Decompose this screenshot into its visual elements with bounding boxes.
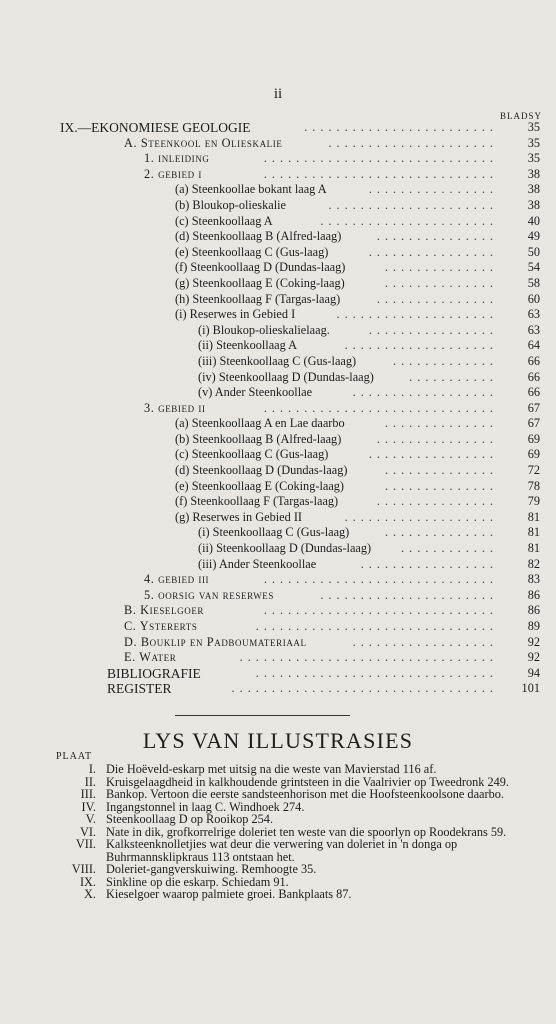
toc-entry [0,432,556,448]
toc-entry [0,307,556,323]
toc-entry [0,572,556,588]
toc-entry-page: 81 [527,509,540,524]
toc-entry-page: 40 [527,213,540,228]
illustration-number: V. [85,812,96,826]
illustrations-list [0,763,556,901]
toc-entry-label: (h) Steenkoollaag F (Targas-laag) [175,291,341,306]
toc-entry [0,525,556,541]
illustration-caption: Kruisgelaagdheid in kalkhoudende grintsteen in die Vaalrivier op Tweedronk 249. [106,774,510,789]
dot-leader: ............ [401,541,498,556]
toc-entry-label: 2. gebied i [144,166,202,181]
dot-leader: .............. [384,275,498,290]
dot-leader: ...................... [320,587,498,602]
toc-entry [0,650,556,666]
toc-entry [0,151,556,167]
toc-entry [0,681,556,697]
illustration-caption: Steenkoollaag D op Rooikop 254. [106,812,274,826]
dot-leader: .................. [352,634,498,649]
toc-entry-page: 92 [527,650,540,665]
toc-entry-label: IX.—EKONOMIESE GEOLOGIE [60,120,251,135]
toc-entry-page: 63 [527,322,540,337]
toc-entry-page: 67 [527,400,540,415]
toc-entry-page: 67 [527,416,540,431]
toc-entry [0,229,556,245]
toc-entry [0,635,556,651]
illustration-caption: Kalksteenknolletjies wat deur die verwering van doleriet in 'n donga op Buhrmannsklipkraus 113 ontstaan het. [106,837,458,864]
toc-entry-page: 69 [527,447,540,462]
dot-leader: ........................ [304,120,498,134]
toc-entry-label: (i) Steenkoollaag C (Gus-laag) [198,525,350,540]
dot-leader: .............. [384,416,498,431]
illustration-number: III. [80,787,96,801]
illustration-caption: Bankop. Vertoon die eerste sandsteenhorison met die Hoofsteenkoolsone daarbo. [106,787,504,801]
toc-entry-page: 58 [527,275,540,290]
illustration-entry [0,788,556,801]
dot-leader: ...................... [320,213,498,228]
dot-leader: ................. [360,556,498,571]
toc-entry-label: C. Ystererts [124,619,198,633]
toc-entry [0,494,556,510]
toc-entry [0,323,556,339]
toc-entry-label: (ii) Steenkoollaag D (Dundas-laag) [198,541,372,556]
toc-entry-page: 69 [527,431,540,446]
toc-entry [0,385,556,401]
illustration-entry [0,888,556,901]
toc-entry-page: 63 [527,307,540,322]
toc-entry [0,136,556,152]
dot-leader: ................ [368,322,498,337]
illustration-number: VI. [79,824,96,839]
illustration-entry [0,801,556,814]
toc-entry-page: 86 [527,603,540,618]
dot-leader: ............................. [263,572,498,587]
toc-entry [0,245,556,261]
illustration-number: I. [88,762,96,776]
toc-entry-label: (i) Bloukop-olieskalielaag. [198,322,330,337]
toc-entry-label: E. Water [124,650,177,665]
toc-entry-label: A. Steenkool en Olieskalie [124,135,283,150]
toc-entry-label: (a) Steenkoollaag A en Lae daarbo [175,416,345,431]
toc-entry-label: (i) Reserwes in Gebied I [175,307,296,322]
toc-entry-label: (g) Steenkoollaag E (Coking-laag) [175,275,345,290]
plaat-header: PLAAT [56,751,93,762]
toc-entry [0,557,556,573]
illustration-number: II. [84,774,96,789]
illustration-number: IX. [79,874,96,889]
toc-entry [0,401,556,417]
toc-entry [0,370,556,386]
toc-entry-label: (iii) Steenkoollaag C (Gus-laag) [198,353,357,368]
dot-leader: .............................. [255,619,498,633]
illustration-number: VII. [75,837,96,851]
toc-entry-page: 66 [527,385,540,400]
toc-entry-page: 86 [527,587,540,602]
toc-entry-label: (b) Steenkoollaag B (Alfred-laag) [175,431,342,446]
dot-leader: ................ [368,182,498,197]
illustration-number: IV. [81,799,96,814]
toc-entry-page: 82 [527,556,540,571]
toc-entry-label: (ii) Steenkoollaag A [198,338,298,353]
toc-entry [0,541,556,557]
toc-entry-label: BIBLIOGRAFIE [107,665,201,681]
dot-leader: ................................. [231,681,498,696]
toc-entry-label: (b) Bloukop-olieskalie [175,197,286,212]
dot-leader: .............................. [255,665,498,680]
toc-entry [0,354,556,370]
toc-entry-page: 101 [521,681,540,696]
toc-entry-page: 81 [527,525,540,540]
dot-leader: ............................. [263,400,498,415]
table-of-contents [0,120,556,697]
toc-entry [0,666,556,682]
toc-entry-label: (f) Steenkoollaag F (Targas-laag) [175,494,339,509]
toc-entry-label: B. Kieselgoer [124,603,205,618]
toc-entry-label: (v) Ander Steenkoollae [198,385,313,400]
toc-entry-label: (f) Steenkoollaag D (Dundas-laag) [175,260,346,275]
toc-entry-label: (a) Steenkoollae bokant laag A [175,182,327,197]
illustration-caption: Kieselgoer waarop palmiete groei. Bankplaats 87. [106,887,352,901]
illustrations-title: LYS VAN ILLUSTRASIES [142,728,414,753]
toc-entry [0,182,556,198]
toc-entry-page: 38 [527,197,540,212]
toc-entry-label: (iii) Ander Steenkoollae [198,556,317,571]
toc-entry [0,276,556,292]
toc-entry-page: 92 [527,634,540,649]
dot-leader: .............. [384,525,498,540]
toc-entry-page: 79 [527,494,540,509]
illustration-entry [0,838,556,863]
toc-entry-page: 89 [527,619,540,633]
toc-entry-page: 35 [527,120,540,134]
illustration-caption: Nate in dik, grofkorrelrige doleriet ten weste van die spoorlyn op Roodekrans 59. [106,824,507,839]
toc-entry-page: 66 [527,369,540,384]
dot-leader: ................... [344,509,498,524]
toc-entry-label: (e) Steenkoollaag C (Gus-laag) [175,244,329,259]
dot-leader: ..................... [328,197,498,212]
toc-entry-page: 49 [527,229,540,244]
toc-entry-page: 60 [527,291,540,306]
toc-entry [0,120,556,136]
toc-entry-label: 5. oorsig van reserwes [144,587,274,602]
illustration-caption: Ingangstonnel in laag C. Windhoek 274. [106,799,305,814]
toc-entry-label: (e) Steenkoollaag E (Coking-laag) [175,478,345,493]
toc-entry-page: 54 [527,260,540,275]
toc-entry [0,603,556,619]
toc-entry [0,416,556,432]
toc-entry-page: 38 [527,166,540,181]
dot-leader: .............. [384,478,498,493]
toc-entry [0,588,556,604]
dot-leader: .................... [336,307,498,322]
toc-entry [0,479,556,495]
toc-entry [0,260,556,276]
dot-leader: ................ [368,447,498,462]
dot-leader: ............... [376,291,498,306]
toc-entry-page: 78 [527,478,540,493]
illustration-entry [0,763,556,776]
illustration-number: X. [84,887,96,901]
toc-entry-page: 66 [527,353,540,368]
toc-entry-label: REGISTER [107,681,172,697]
toc-entry-label: (d) Steenkoollaag B (Alfred-laag) [175,229,342,244]
bladsy-header: BLADSY [499,111,542,121]
toc-entry [0,463,556,479]
toc-entry-page: 83 [527,572,540,587]
illustration-number: VIII. [71,862,96,876]
dot-leader: ................................ [239,650,498,665]
toc-entry [0,338,556,354]
toc-entry [0,619,556,635]
toc-entry-label: (iv) Steenkoollaag D (Dundas-laag) [198,369,374,384]
dot-leader: ............... [376,494,498,509]
dot-leader: ............................. [263,166,498,181]
toc-entry-page: 35 [527,135,540,150]
dot-leader: ................ [368,244,498,259]
toc-entry-page: 72 [527,463,540,478]
illustration-entry [0,863,556,876]
toc-entry-label: (d) Steenkoollaag D (Dundas-laag) [175,463,348,478]
toc-entry-page: 35 [527,151,540,166]
dot-leader: ............. [393,353,498,368]
dot-leader: ............... [376,229,498,244]
dot-leader: ............................. [263,603,498,618]
toc-entry-label: 4. gebied iii [144,572,210,587]
illustration-caption: Sinkline op die eskarp. Schiedam 91. [106,874,289,889]
toc-entry [0,510,556,526]
dot-leader: .............. [384,463,498,478]
toc-entry-page: 64 [527,338,540,353]
toc-entry-label: (c) Steenkoollaag C (Gus-laag) [175,447,329,462]
toc-entry [0,167,556,183]
dot-leader: ............................. [263,151,498,166]
toc-entry-page: 50 [527,244,540,259]
dot-leader: .................. [352,385,498,400]
toc-entry-label: D. Bouklip en Padboumateriaal [124,634,307,649]
toc-entry-label: 3. gebied ii [144,400,206,415]
toc-entry [0,198,556,214]
dot-leader: ........... [409,369,498,384]
illustration-entry [0,813,556,826]
toc-entry-page: 81 [527,541,540,556]
illustration-caption: Die Hoëveld-eskarp met uitsig na die weste van Mavierstad 116 af. [106,762,437,776]
page-number: ii [273,86,283,102]
dot-leader: ............... [376,431,498,446]
dot-leader: .............. [384,260,498,275]
dot-leader: ................... [344,338,498,353]
toc-entry-label: (g) Reserwes in Gebied II [175,509,303,524]
toc-entry [0,292,556,308]
toc-entry-page: 94 [527,665,540,680]
toc-entry [0,214,556,230]
toc-entry-page: 38 [527,182,540,197]
illustration-caption: Doleriet-gangverskuiwing. Remhoogte 35. [106,862,317,876]
toc-entry-label: (c) Steenkoollaag A [175,213,273,228]
section-divider [175,715,350,716]
dot-leader: ..................... [328,135,498,150]
toc-entry-label: 1. inleiding [144,151,210,166]
toc-entry [0,447,556,463]
